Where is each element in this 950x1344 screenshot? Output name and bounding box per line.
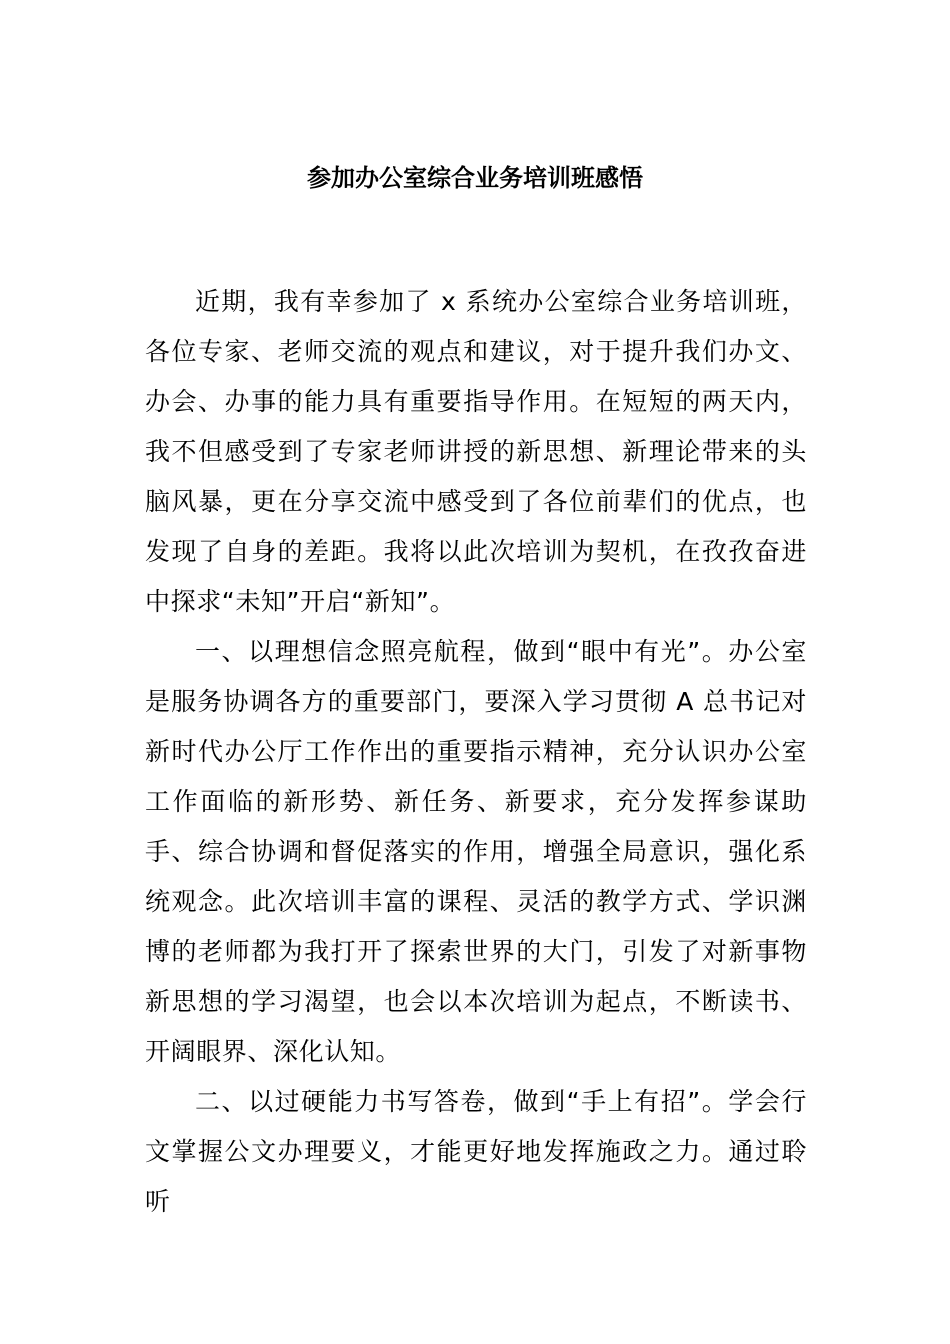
document-title: 参加办公室综合业务培训班感悟: [307, 164, 643, 192]
paragraph-section-one: 一、以理想信念照亮航程，做到“眼中有光”。办公室是服务协调各方的重要部门，要深入学习贯彻 A 总书记对新时代办公厅工作作出的重要指示精神，充分认识办公室工作面临的新形势、新任务、新要求，充分发挥参谋助手、综合协调和督促落实的作用，增强全局意识，强化系统观念。此次培训丰富的课程、灵活的教学方式、学识渊博的老师都为我打开了探索世界的大门，引发了对新事物新思想的学习渴望，也会以本次培训为起点，不断读书、开阔眼界、深化认知。: [145, 637, 807, 1066]
paragraph-section-two: 二、以过硬能力书写答卷，做到“手上有招”。学会行文掌握公文办理要义，才能更好地发挥施政之力。通过聆听: [145, 1087, 807, 1216]
document-body: [145, 277, 807, 1227]
paragraph-intro: 近期，我有幸参加了 x 系统办公室综合业务培训班，各位专家、老师交流的观点和建议，对于提升我们办文、办会、办事的能力具有重要指导作用。在短短的两天内，我不但感受到了专家老师讲授的新思想、新理论带来的头脑风暴，更在分享交流中感受到了各位前辈们的优点，也发现了自身的差距。我将以此次培训为契机，在孜孜奋进中探求“未知”开启“新知”。: [145, 287, 807, 616]
